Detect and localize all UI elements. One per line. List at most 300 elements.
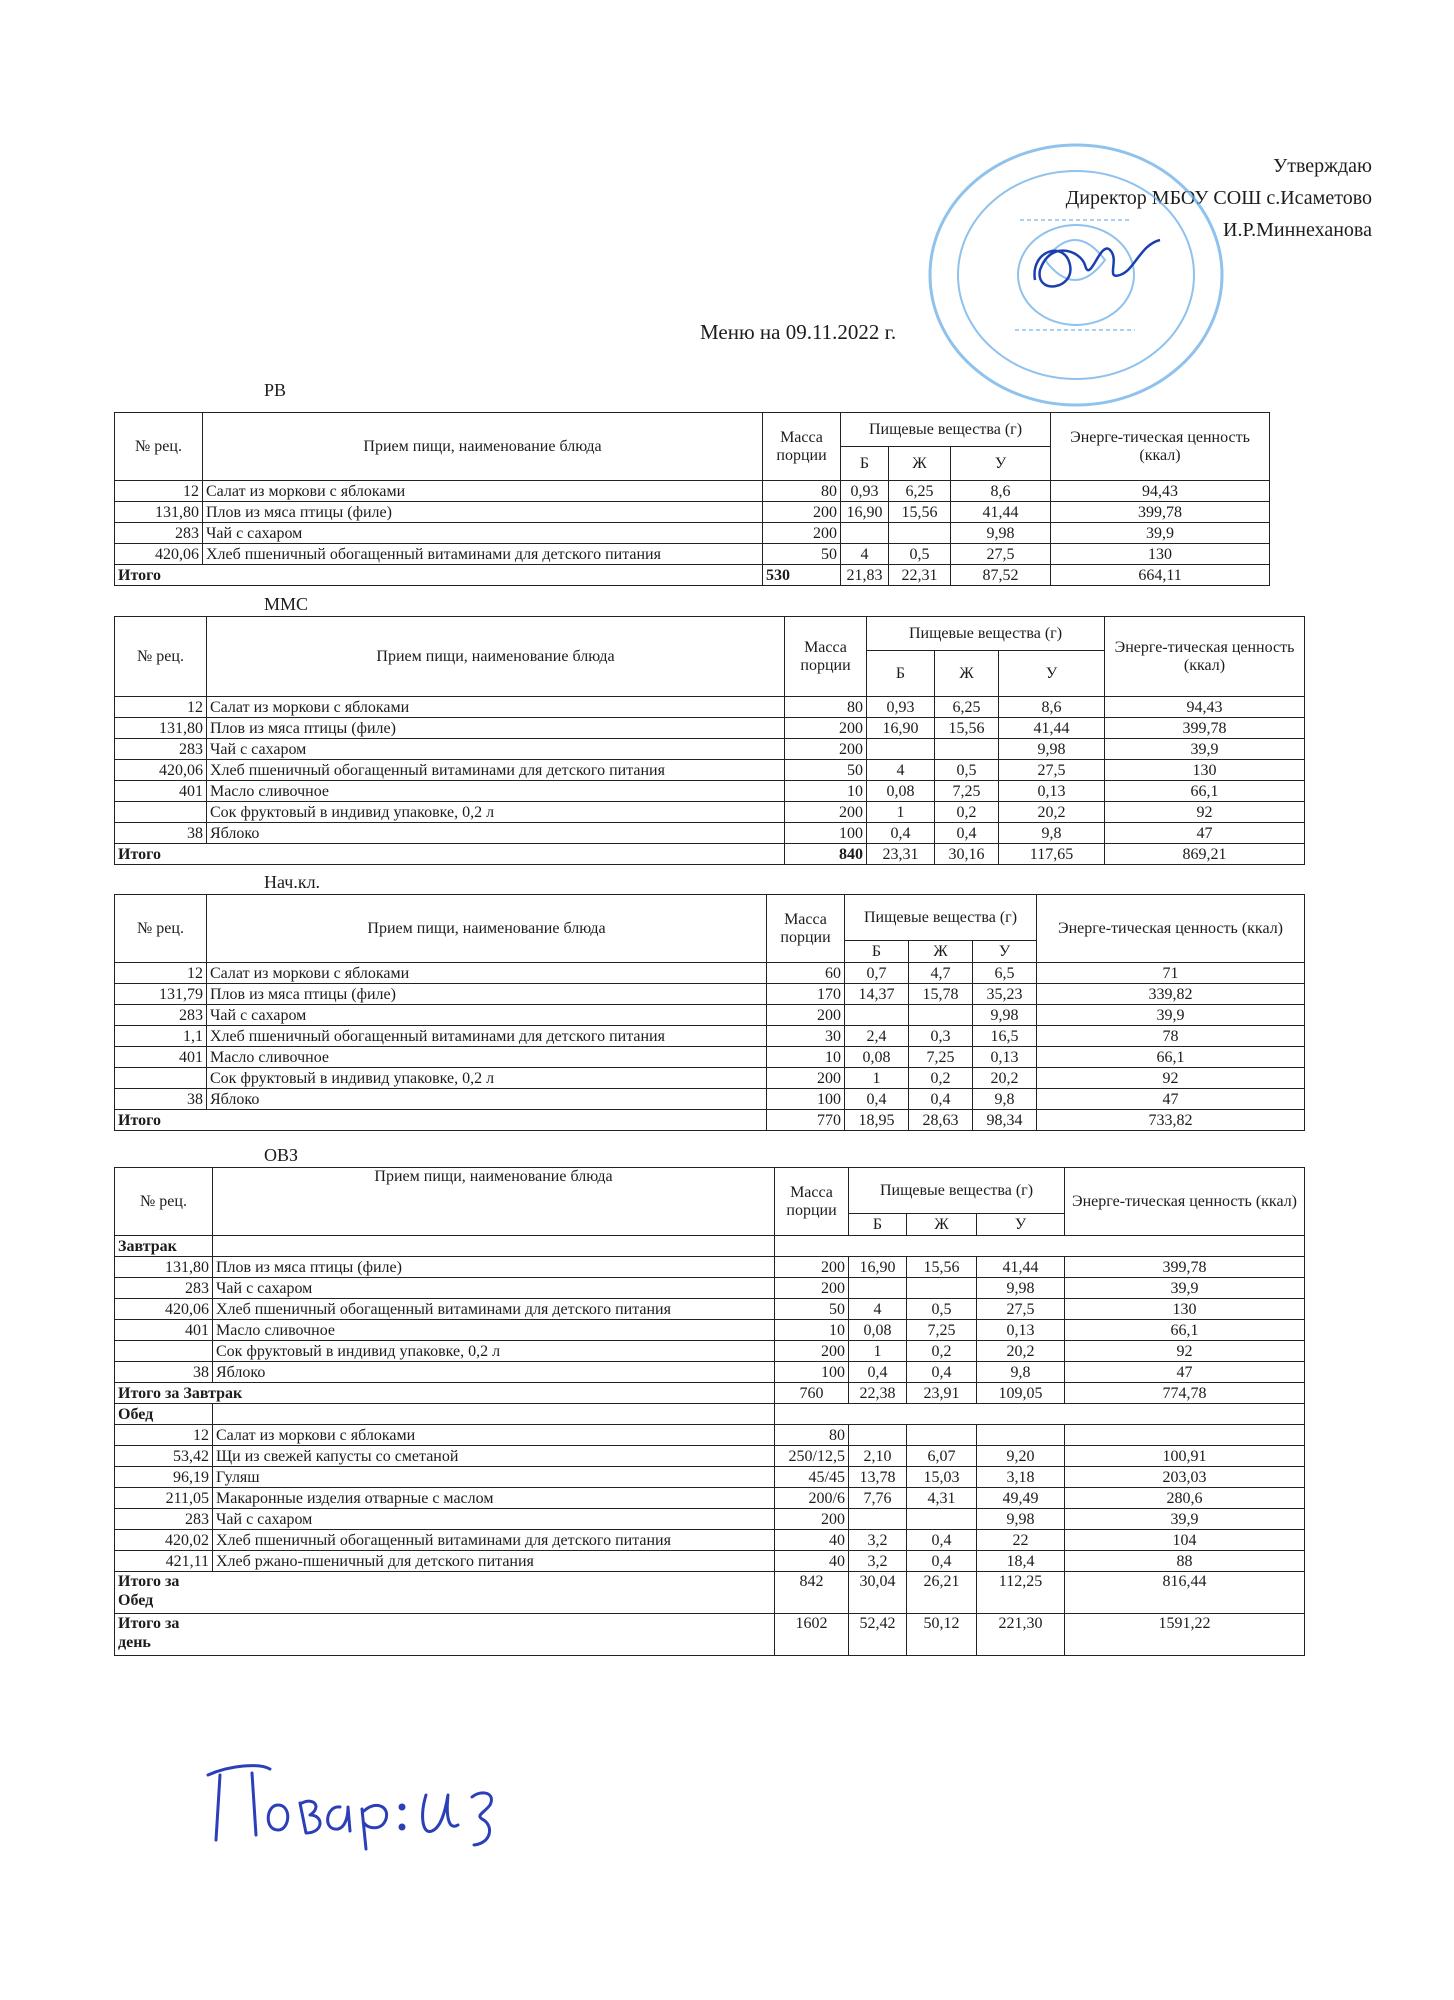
fat-value: 7,25 [909,1047,973,1068]
carb-value: 9,98 [977,1278,1065,1299]
fat-value [907,1278,977,1299]
carb-value: 6,5 [973,963,1037,984]
dish-name: Чай с сахаром [203,523,763,544]
table-row [115,1530,1305,1551]
carb-value: 9,8 [977,1362,1065,1383]
table-row [115,1509,1305,1530]
portion-mass: 10 [785,781,867,802]
dish-name: Сок фруктовый в индивид упаковке, 0,2 л [207,802,785,823]
dish-name: Чай с сахаром [207,1005,767,1026]
header-nutrients: Пищевые вещества (г) [867,617,1105,651]
header-b: Б [845,941,909,963]
dish-name: Сок фруктовый в индивид упаковке, 0,2 л [207,1068,767,1089]
portion-mass: 50 [785,760,867,781]
portion-mass: 200 [775,1278,849,1299]
table-row [115,1320,1305,1341]
header-mass: Масса порции [767,895,845,963]
fat-value: 0,4 [907,1530,977,1551]
protein-value: 3,2 [849,1551,907,1572]
portion-mass: 200 [785,718,867,739]
recipe-number: 283 [115,739,207,760]
header-b: Б [841,447,889,481]
carb-value: 49,49 [977,1488,1065,1509]
energy-value: 39,9 [1065,1278,1305,1299]
school-stamp-icon [925,140,1227,410]
carb-value: 27,5 [999,760,1105,781]
header-nutrients: Пищевые вещества (г) [845,895,1037,941]
section-title-ovz: ОВЗ [264,1145,299,1165]
menu-table-primary [114,894,1305,1131]
fat-value: 6,07 [907,1446,977,1467]
fat-value: 15,56 [889,502,951,523]
fat-value: 0,5 [889,544,951,565]
protein-value: 0,93 [867,697,935,718]
portion-mass: 200 [767,1005,845,1026]
fat-value: 6,25 [889,481,951,502]
menu-table-rv [114,412,1270,586]
table-row [115,1341,1305,1362]
portion-mass: 60 [767,963,845,984]
table-total-row: Итого 530 21,83 22,31 87,52 664,11 [115,565,1270,586]
fat-value: 4,31 [907,1488,977,1509]
recipe-number: 53,42 [115,1446,213,1467]
fat-value: 15,56 [907,1257,977,1278]
dish-name: Яблоко [207,823,785,844]
portion-mass: 200/6 [775,1488,849,1509]
dish-name: Плов из мяса птицы (филе) [213,1257,775,1278]
portion-mass: 200 [785,739,867,760]
protein-value [849,1509,907,1530]
fat-value: 0,2 [935,802,999,823]
dish-name: Сок фруктовый в индивид упаковке, 0,2 л [213,1341,775,1362]
energy-value: 47 [1065,1362,1305,1383]
table-row [115,1068,1305,1089]
portion-mass: 45/45 [775,1467,849,1488]
dish-name: Яблоко [207,1089,767,1110]
recipe-number: 283 [115,1509,213,1530]
dish-name: Чай с сахаром [207,739,785,760]
portion-mass: 40 [775,1530,849,1551]
portion-mass: 170 [767,984,845,1005]
recipe-number [115,802,207,823]
portion-mass: 100 [775,1362,849,1383]
carb-value: 9,98 [999,739,1105,760]
energy-value: 66,1 [1105,781,1305,802]
table-row [115,739,1305,760]
recipe-number: 12 [115,481,203,502]
carb-value: 27,5 [977,1299,1065,1320]
energy-value [1065,1425,1305,1446]
table-total-row: Итого 770 18,95 28,63 98,34 733,82 [115,1110,1305,1131]
header-dish: Прием пищи, наименование блюда [207,617,785,697]
recipe-number: 401 [115,1047,207,1068]
carb-value: 20,2 [999,802,1105,823]
protein-value [849,1425,907,1446]
dish-name: Салат из моркови с яблоками [207,963,767,984]
carb-value: 9,98 [977,1509,1065,1530]
dish-name: Плов из мяса птицы (филе) [207,984,767,1005]
fat-value: 0,2 [907,1341,977,1362]
header-num: № рец. [115,895,207,963]
dish-name: Чай с сахаром [213,1509,775,1530]
fat-value: 0,2 [909,1068,973,1089]
protein-value: 13,78 [849,1467,907,1488]
fat-value: 0,5 [935,760,999,781]
recipe-number: 283 [115,1005,207,1026]
recipe-number: 420,06 [115,1299,213,1320]
approval-position: Директор МБОУ СОШ с.Исаметово [1065,187,1372,209]
protein-value: 3,2 [849,1530,907,1551]
table-row [115,481,1270,502]
table-row [115,697,1305,718]
carb-value: 9,98 [973,1005,1037,1026]
dish-name: Хлеб пшеничный обогащенный витаминами для детского питания [213,1530,775,1551]
recipe-number: 283 [115,523,203,544]
carb-value: 0,13 [999,781,1105,802]
table-row [115,1089,1305,1110]
fat-value: 15,78 [909,984,973,1005]
dish-name: Хлеб пшеничный обогащенный витаминами для детского питания [207,760,785,781]
header-nutrients: Пищевые вещества (г) [849,1168,1065,1214]
portion-mass: 30 [767,1026,845,1047]
protein-value: 16,90 [849,1257,907,1278]
table-row [115,523,1270,544]
table-row [115,1551,1305,1572]
energy-value: 92 [1065,1341,1305,1362]
table-row [115,1488,1305,1509]
energy-value: 203,03 [1065,1467,1305,1488]
portion-mass: 200 [775,1341,849,1362]
approval-name: И.Р.Миннеханова [1223,219,1372,241]
fat-value: 7,25 [907,1320,977,1341]
dish-name: Щи из свежей капусты со сметаной [213,1446,775,1467]
table-row [115,502,1270,523]
portion-mass: 200 [775,1509,849,1530]
portion-mass: 10 [775,1320,849,1341]
fat-value: 0,4 [907,1362,977,1383]
energy-value: 339,82 [1037,984,1305,1005]
table-row [115,1047,1305,1068]
protein-value: 0,4 [845,1089,909,1110]
carb-value: 41,44 [951,502,1051,523]
portion-mass: 200 [785,802,867,823]
header-mass: Масса порции [763,413,841,481]
energy-value: 71 [1037,963,1305,984]
protein-value: 1 [849,1341,907,1362]
energy-value: 39,9 [1037,1005,1305,1026]
dish-name: Чай с сахаром [213,1278,775,1299]
header-zh: Ж [935,651,999,697]
meal-heading-lunch: Обед [115,1404,1305,1425]
header-energy: Энерге-тическая ценность (ккал) [1105,617,1305,697]
table-row [115,1005,1305,1026]
protein-value: 16,90 [867,718,935,739]
dish-name: Салат из моркови с яблоками [203,481,763,502]
fat-value [907,1425,977,1446]
fat-value: 4,7 [909,963,973,984]
portion-mass: 10 [767,1047,845,1068]
header-zh: Ж [909,941,973,963]
recipe-number: 401 [115,1320,213,1341]
protein-value: 4 [867,760,935,781]
header-u: У [973,941,1037,963]
recipe-number [115,1341,213,1362]
dish-name: Салат из моркови с яблоками [207,697,785,718]
portion-mass: 200 [763,523,841,544]
header-num: № рец. [115,413,203,481]
table-row [115,1278,1305,1299]
table-row [115,760,1305,781]
table-row [115,1467,1305,1488]
table-row [115,1446,1305,1467]
carb-value: 9,8 [999,823,1105,844]
fat-value [935,739,999,760]
section-title-mms: ММС [264,594,309,614]
section-title-primary: Нач.кл. [264,872,321,892]
section-title-rv: РВ [264,380,287,400]
menu-title: Меню на 09.11.2022 г. [700,320,897,344]
table-row [115,781,1305,802]
table-row [115,984,1305,1005]
protein-value: 1 [867,802,935,823]
table-row [115,802,1305,823]
energy-value: 88 [1065,1551,1305,1572]
carb-value: 0,13 [973,1047,1037,1068]
carb-value: 8,6 [951,481,1051,502]
energy-value: 399,78 [1065,1257,1305,1278]
energy-value: 130 [1065,1299,1305,1320]
protein-value: 7,76 [849,1488,907,1509]
recipe-number: 96,19 [115,1467,213,1488]
dish-name: Плов из мяса птицы (филе) [203,502,763,523]
carb-value: 9,98 [951,523,1051,544]
protein-value: 1 [845,1068,909,1089]
carb-value: 22 [977,1530,1065,1551]
portion-mass: 200 [767,1068,845,1089]
recipe-number: 131,80 [115,718,207,739]
dish-name: Масло сливочное [207,781,785,802]
energy-value: 47 [1037,1089,1305,1110]
dish-name: Плов из мяса птицы (филе) [207,718,785,739]
carb-value: 9,8 [973,1089,1037,1110]
protein-value: 0,4 [867,823,935,844]
portion-mass: 200 [775,1257,849,1278]
protein-value: 2,10 [849,1446,907,1467]
energy-value: 104 [1065,1530,1305,1551]
recipe-number: 211,05 [115,1488,213,1509]
carb-value: 41,44 [999,718,1105,739]
table-row [115,1299,1305,1320]
day-total-label: Итого за день [118,1615,180,1651]
fat-value: 6,25 [935,697,999,718]
carb-value: 3,18 [977,1467,1065,1488]
header-b: Б [867,651,935,697]
protein-value: 4 [841,544,889,565]
table-row [115,718,1305,739]
header-zh: Ж [907,1214,977,1236]
protein-value [867,739,935,760]
recipe-number: 38 [115,823,207,844]
fat-value [909,1005,973,1026]
dish-name: Масло сливочное [207,1047,767,1068]
portion-mass: 250/12,5 [775,1446,849,1467]
carb-value: 27,5 [951,544,1051,565]
protein-value: 0,4 [849,1362,907,1383]
recipe-number: 38 [115,1089,207,1110]
dish-name: Макаронные изделия отварные с маслом [213,1488,775,1509]
dish-name: Яблоко [213,1362,775,1383]
header-energy: Энерге-тическая ценность (ккал) [1051,413,1270,481]
energy-value: 100,91 [1065,1446,1305,1467]
energy-value: 47 [1105,823,1305,844]
header-energy: Энерге-тическая ценность (ккал) [1065,1168,1305,1236]
energy-value: 66,1 [1065,1320,1305,1341]
meal-heading-breakfast: Завтрак [115,1236,1305,1257]
fat-value: 0,4 [935,823,999,844]
carb-value: 41,44 [977,1257,1065,1278]
fat-value [907,1509,977,1530]
table-row [115,823,1305,844]
dish-name: Гуляш [213,1467,775,1488]
header-u: У [999,651,1105,697]
protein-value: 4 [849,1299,907,1320]
protein-value [849,1278,907,1299]
energy-value: 92 [1105,802,1305,823]
dish-name: Салат из моркови с яблоками [213,1425,775,1446]
recipe-number: 420,06 [115,544,203,565]
lunch-total-label: Итого за Обед [118,1573,180,1609]
fat-value: 7,25 [935,781,999,802]
header-energy: Энерге-тическая ценность (ккал) [1037,895,1305,963]
table-row [115,963,1305,984]
recipe-number: 420,02 [115,1530,213,1551]
energy-value: 66,1 [1037,1047,1305,1068]
fat-value: 0,4 [909,1089,973,1110]
table-row [115,1257,1305,1278]
recipe-number: 131,80 [115,502,203,523]
dish-name: Хлеб ржано-пшеничный для детского питания [213,1551,775,1572]
carb-value: 9,20 [977,1446,1065,1467]
carb-value: 0,13 [977,1320,1065,1341]
breakfast-total-row: Итого за Завтрак 760 22,38 23,91 109,05 774,78 [115,1383,1305,1404]
table-total-row: Итого 840 23,31 30,16 117,65 869,21 [115,844,1305,865]
energy-value: 78 [1037,1026,1305,1047]
header-num: № рец. [115,617,207,697]
header-mass: Масса порции [785,617,867,697]
lunch-total-row: Итого за Обед 842 30,04 26,21 112,25 816,44 [115,1572,1305,1614]
dish-name: Масло сливочное [213,1320,775,1341]
table-row [115,544,1270,565]
fat-value [889,523,951,544]
header-mass: Масса порции [775,1168,849,1236]
energy-value: 399,78 [1051,502,1270,523]
dish-name: Хлеб пшеничный обогащенный витаминами для детского питания [203,544,763,565]
energy-value: 94,43 [1051,481,1270,502]
recipe-number: 12 [115,1425,213,1446]
protein-value: 14,37 [845,984,909,1005]
table-row [115,1362,1305,1383]
recipe-number [115,1068,207,1089]
protein-value: 2,4 [845,1026,909,1047]
recipe-number: 12 [115,697,207,718]
portion-mass: 100 [767,1089,845,1110]
header-num: № рец. [115,1168,213,1236]
header-zh: Ж [889,447,951,481]
portion-mass: 50 [763,544,841,565]
recipe-number: 38 [115,1362,213,1383]
portion-mass: 80 [763,481,841,502]
energy-value: 39,9 [1051,523,1270,544]
portion-mass: 100 [785,823,867,844]
energy-value: 92 [1037,1068,1305,1089]
energy-value: 130 [1105,760,1305,781]
portion-mass: 80 [785,697,867,718]
header-nutrients: Пищевые вещества (г) [841,413,1051,447]
header-dish: Прием пищи, наименование блюда [213,1168,775,1236]
portion-mass: 200 [763,502,841,523]
protein-value: 0,08 [849,1320,907,1341]
carb-value: 8,6 [999,697,1105,718]
dish-name: Хлеб пшеничный обогащенный витаминами для детского питания [207,1026,767,1047]
header-u: У [977,1214,1065,1236]
protein-value: 0,93 [841,481,889,502]
header-u: У [951,447,1051,481]
menu-table-ovz [114,1167,1305,1656]
protein-value [845,1005,909,1026]
protein-value: 16,90 [841,502,889,523]
cook-signature-icon [190,1745,550,1855]
menu-table-mms [114,616,1305,865]
header-dish: Прием пищи, наименование блюда [207,895,767,963]
recipe-number: 283 [115,1278,213,1299]
energy-value: 94,43 [1105,697,1305,718]
fat-value: 15,56 [935,718,999,739]
energy-value: 39,9 [1105,739,1305,760]
recipe-number: 420,06 [115,760,207,781]
recipe-number: 131,79 [115,984,207,1005]
energy-value: 130 [1051,544,1270,565]
protein-value: 0,08 [867,781,935,802]
fat-value: 0,5 [907,1299,977,1320]
energy-value: 39,9 [1065,1509,1305,1530]
recipe-number: 401 [115,781,207,802]
portion-mass: 80 [775,1425,849,1446]
carb-value: 16,5 [973,1026,1037,1047]
fat-value: 0,4 [907,1551,977,1572]
protein-value: 0,08 [845,1047,909,1068]
portion-mass: 50 [775,1299,849,1320]
carb-value: 20,2 [973,1068,1037,1089]
recipe-number: 421,11 [115,1551,213,1572]
dish-name: Хлеб пшеничный обогащенный витаминами для детского питания [213,1299,775,1320]
energy-value: 399,78 [1105,718,1305,739]
protein-value [841,523,889,544]
protein-value: 0,7 [845,963,909,984]
carb-value: 35,23 [973,984,1037,1005]
carb-value [977,1425,1065,1446]
header-b: Б [849,1214,907,1236]
portion-mass: 40 [775,1551,849,1572]
day-total-row: Итого за день 1602 52,42 50,12 221,30 1591,22 [115,1614,1305,1656]
table-row [115,1425,1305,1446]
carb-value: 18,4 [977,1551,1065,1572]
recipe-number: 1,1 [115,1026,207,1047]
recipe-number: 12 [115,963,207,984]
energy-value: 280,6 [1065,1488,1305,1509]
recipe-number: 131,80 [115,1257,213,1278]
fat-value: 15,03 [907,1467,977,1488]
approval-title: Утверждаю [1273,155,1372,177]
